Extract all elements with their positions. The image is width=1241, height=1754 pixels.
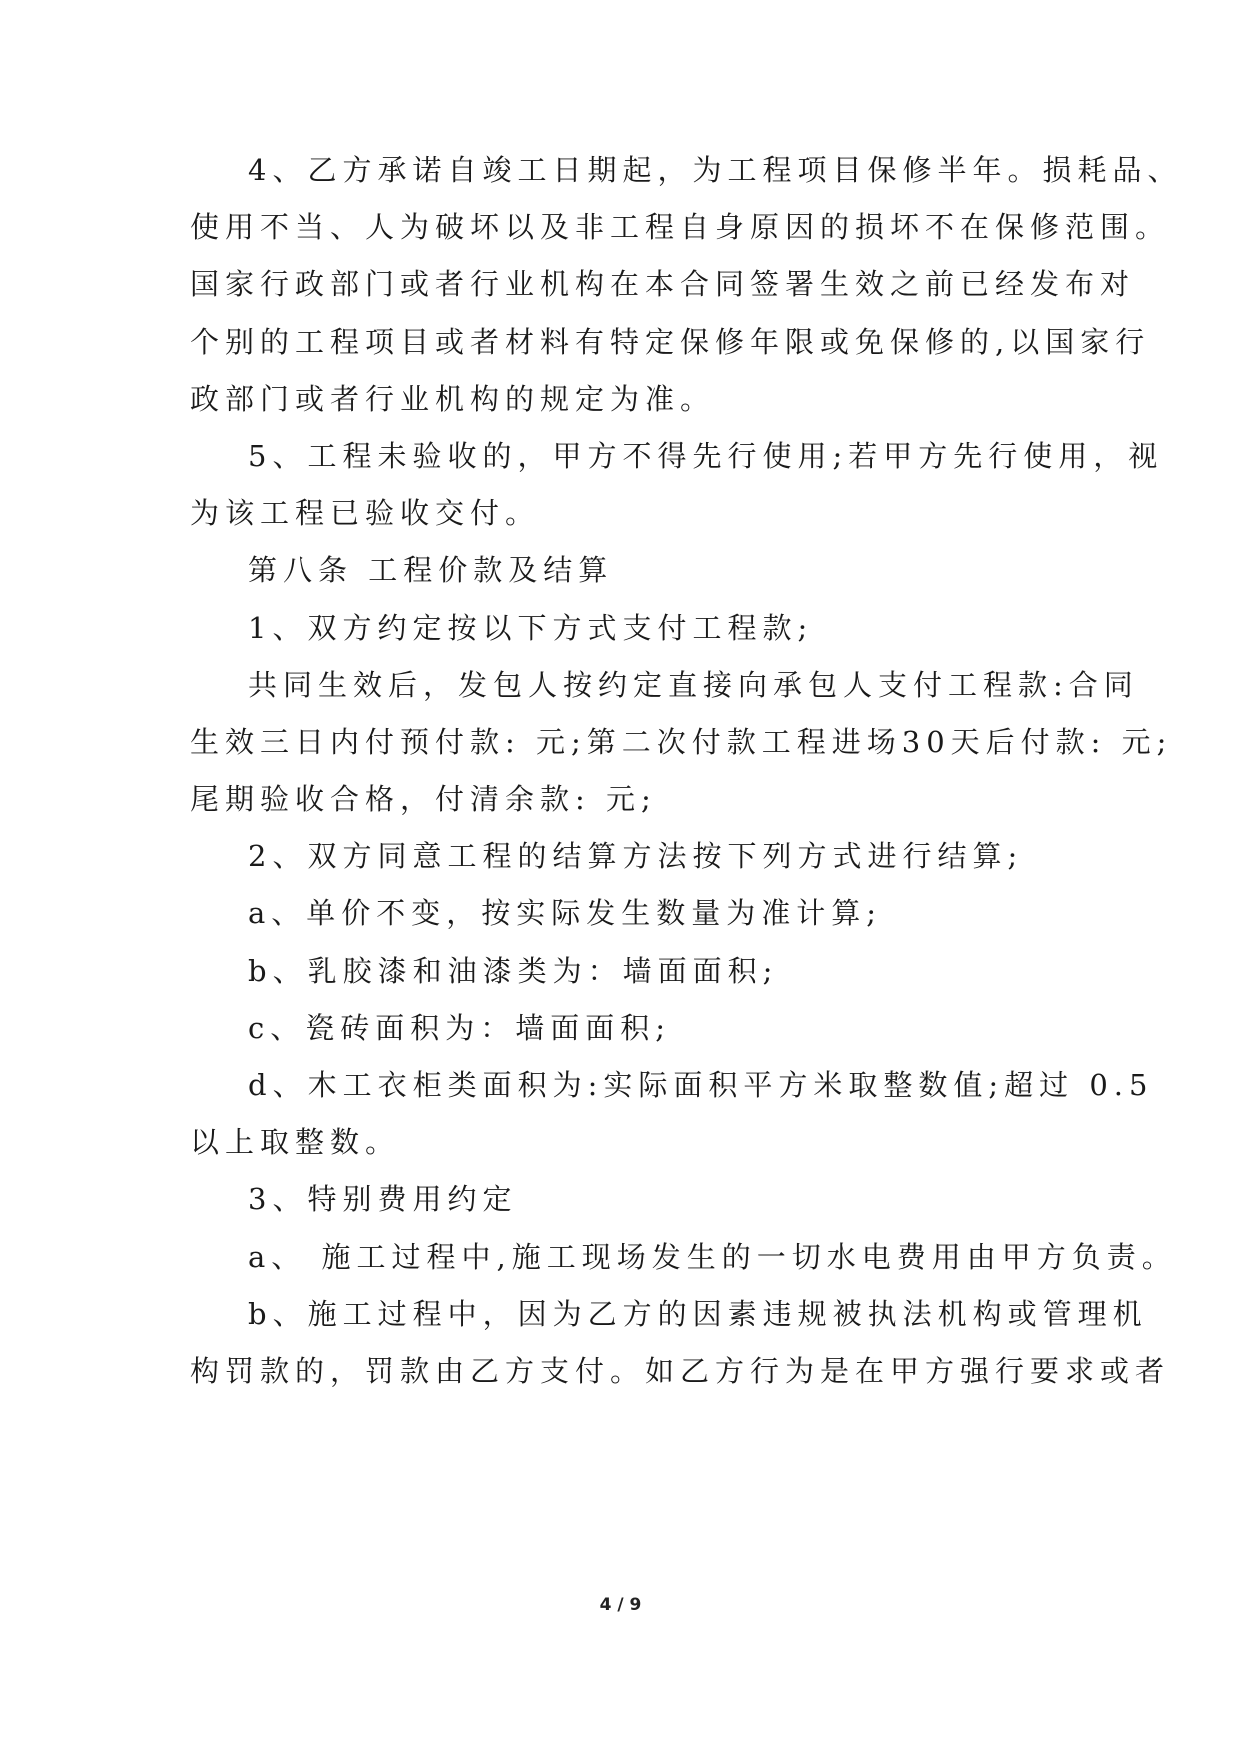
paragraph-line: 构罚款的，罚款由乙方支付。如乙方行为是在甲方强行要求或者 [190, 1354, 1171, 1388]
paragraph-line: 1、双方约定按以下方式支付工程款; [248, 611, 814, 645]
paragraph-line: 政部门或者行业机构的规定为准。 [190, 382, 716, 416]
paragraph-line: 3、特别费用约定 [248, 1182, 518, 1216]
paragraph-line: 2、双方同意工程的结算方法按下列方式进行结算; [248, 839, 1024, 873]
paragraph-line: 使用不当、人为破坏以及非工程自身原因的损坏不在保修范围。 [190, 210, 1171, 244]
paragraph-line: 个别的工程项目或者材料有特定保修年限或免保修的,以国家行 [190, 325, 1151, 359]
paragraph-line: b、施工过程中，因为乙方的因素违规被执法机构或管理机 [248, 1297, 1148, 1331]
paragraph-line: 5、工程未验收的，甲方不得先行使用;若甲方先行使用，视 [248, 439, 1164, 473]
section-heading: 第八条 工程价款及结算 [248, 553, 614, 587]
page-number: 4 / 9 [599, 1595, 642, 1615]
paragraph-line: c、瓷砖面积为：墙面面积; [248, 1011, 672, 1045]
paragraph-line: b、乳胶漆和油漆类为：墙面面积; [248, 954, 779, 988]
paragraph-line: 为该工程已验收交付。 [190, 496, 541, 530]
paragraph-line: 以上取整数。 [190, 1125, 401, 1159]
paragraph-line: 4、乙方承诺自竣工日期起，为工程项目保修半年。损耗品、 [248, 153, 1183, 187]
paragraph-line: 尾期验收合格，付清余款: 元; [190, 782, 657, 816]
paragraph-line: 国家行政部门或者行业机构在本合同签署生效之前已经发布对 [190, 267, 1136, 301]
paragraph-line: a、单价不变，按实际发生数量为准计算; [248, 896, 883, 930]
paragraph-line: 共同生效后，发包人按约定直接向承包人支付工程款:合同 [248, 668, 1139, 702]
paragraph-line: 生效三日内付预付款: 元;第二次付款工程进场30天后付款: 元; [190, 725, 1173, 759]
paragraph-line: a、 施工过程中,施工现场发生的一切水电费用由甲方负责。 [248, 1240, 1177, 1274]
paragraph-line: d、木工衣柜类面积为:实际面积平方米取整数值;超过 0.5 [248, 1068, 1154, 1102]
